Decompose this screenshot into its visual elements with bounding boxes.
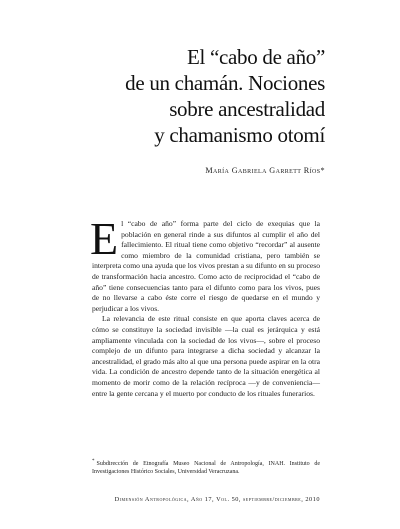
footnote-mark: * [92, 459, 95, 464]
title-line-2: de un chamán. Nociones [125, 71, 325, 95]
title-line-4: y chamanismo otomí [154, 123, 325, 147]
footnote-text: Subdirección de Etnografía Museo Nacional de Antropología, INAH. Instituto de Investigaciones Histórico Sociales, Universidad Veracruzana. [92, 461, 320, 475]
title-line-1: El “cabo de año” [186, 45, 325, 69]
footnote [92, 458, 320, 476]
paragraph-1-text: l “cabo de año” forma parte del ciclo de exequias que la población en general rinde a sus difuntos al cumplir el año del fallecimiento. El ritual tiene como objetivo “recordar” al ausente como miembro de la comunidad cristiana, pero también se interpreta como una ayuda que los vivos prestan a su difunto en su proceso de transformación hacia ancestro. Como acto de reciprocidad el “cabo de año” tiene consecuencias tanto para el difunto como para los vivos, pues de no llevarse a cabo éste corre el riesgo de quedarse en el mundo y perjudicar a los vivos. [92, 219, 320, 313]
title-line-3: sobre ancestralidad [169, 97, 325, 121]
drop-cap: E [90, 213, 119, 264]
article-body [90, 213, 320, 399]
author-name: María Gabriela Garrett Ríos* [205, 166, 325, 175]
paragraph-2: La relevancia de este ritual consiste en que aporta claves acerca de cómo se constituye la sociedad invisible —la cual es jerárquica y está ampliamente vinculada con la sociedad de los vivos—, sobre el proceso complejo de un difunto para integrarse a dicha sociedad y alcanzar la ancestralidad, el grado más alto al que una persona puede aspirar en la otra vida. La condición de ancestro depende tanto de la situación energética al momento de morir como de la relación recíproca —y de conveniencia— entre la gente cercana y el muerto por conducto de los rituales funerarios. [92, 314, 320, 398]
article-title [25, 44, 325, 148]
journal-footer: Dimensión Antropológica, Año 17, Vol. 50, septiembre/diciembre, 2010 [114, 496, 320, 503]
paragraph-1 [90, 213, 320, 314]
